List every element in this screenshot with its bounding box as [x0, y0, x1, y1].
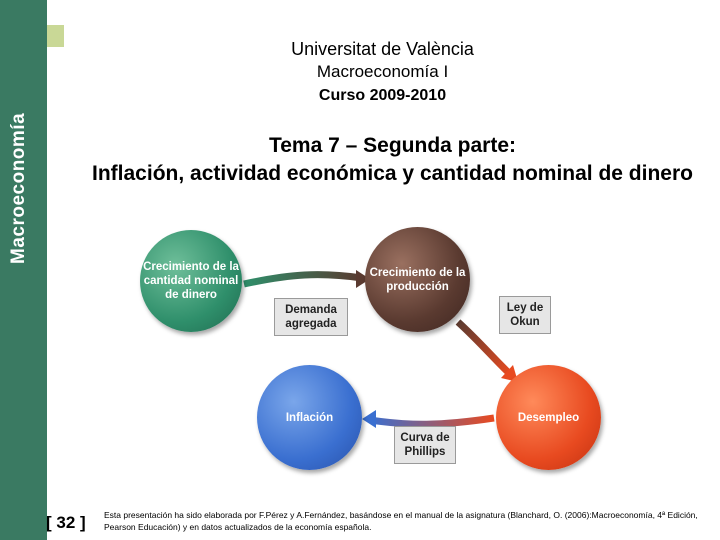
arrow-money-to-output [244, 275, 362, 284]
topic-line-1: Tema 7 – Segunda parte: [268, 134, 517, 157]
aggregate-demand-box [274, 298, 348, 336]
phillips-curve-label: Curva de Phillips [400, 432, 450, 458]
money-growth-node [140, 230, 242, 332]
topic-title [60, 132, 720, 188]
sidebar-accent [47, 25, 64, 47]
unemployment-node [496, 365, 601, 470]
aggregate-demand-label: Demanda agregada [285, 304, 337, 330]
unemployment-label: Desempleo [517, 411, 580, 424]
header [250, 38, 515, 107]
okun-law-label: Ley de Okun [506, 302, 544, 328]
sidebar [0, 0, 47, 540]
okun-law-box [499, 296, 551, 334]
topic-line-2: Inflación, actividad económica y cantidad nominal de dinero [92, 162, 693, 185]
university-name: Universitat de València [291, 39, 474, 59]
course-year: Curso 2009-2010 [318, 87, 447, 104]
arrow-unemployment-to-inflation [370, 418, 494, 424]
course-name: Macroeconomía I [316, 62, 449, 81]
phillips-curve-box [394, 426, 456, 464]
inflation-label: Inflación [285, 411, 334, 424]
arrowhead-unemployment-to-inflation [362, 410, 376, 428]
output-growth-label: Crecimiento de la producción [369, 266, 466, 293]
output-growth-node [365, 227, 470, 332]
economic-relations-diagram [140, 212, 608, 474]
sidebar-title: Macroeconomía [8, 112, 29, 264]
inflation-node [257, 365, 362, 470]
footer-credit: Esta presentación ha sido elaborada por F.Pérez y A.Fernández, basándose en el manual de la asignatura (Blanchard, O. (2006):Macroeconomía, 4ª Edición, Pearson Educación) y en datos actualizados de la economía española. [104, 510, 698, 532]
page-number: [ 32 ] [46, 513, 86, 532]
money-growth-label: Crecimiento de la cantidad nominal de dinero [143, 261, 239, 301]
